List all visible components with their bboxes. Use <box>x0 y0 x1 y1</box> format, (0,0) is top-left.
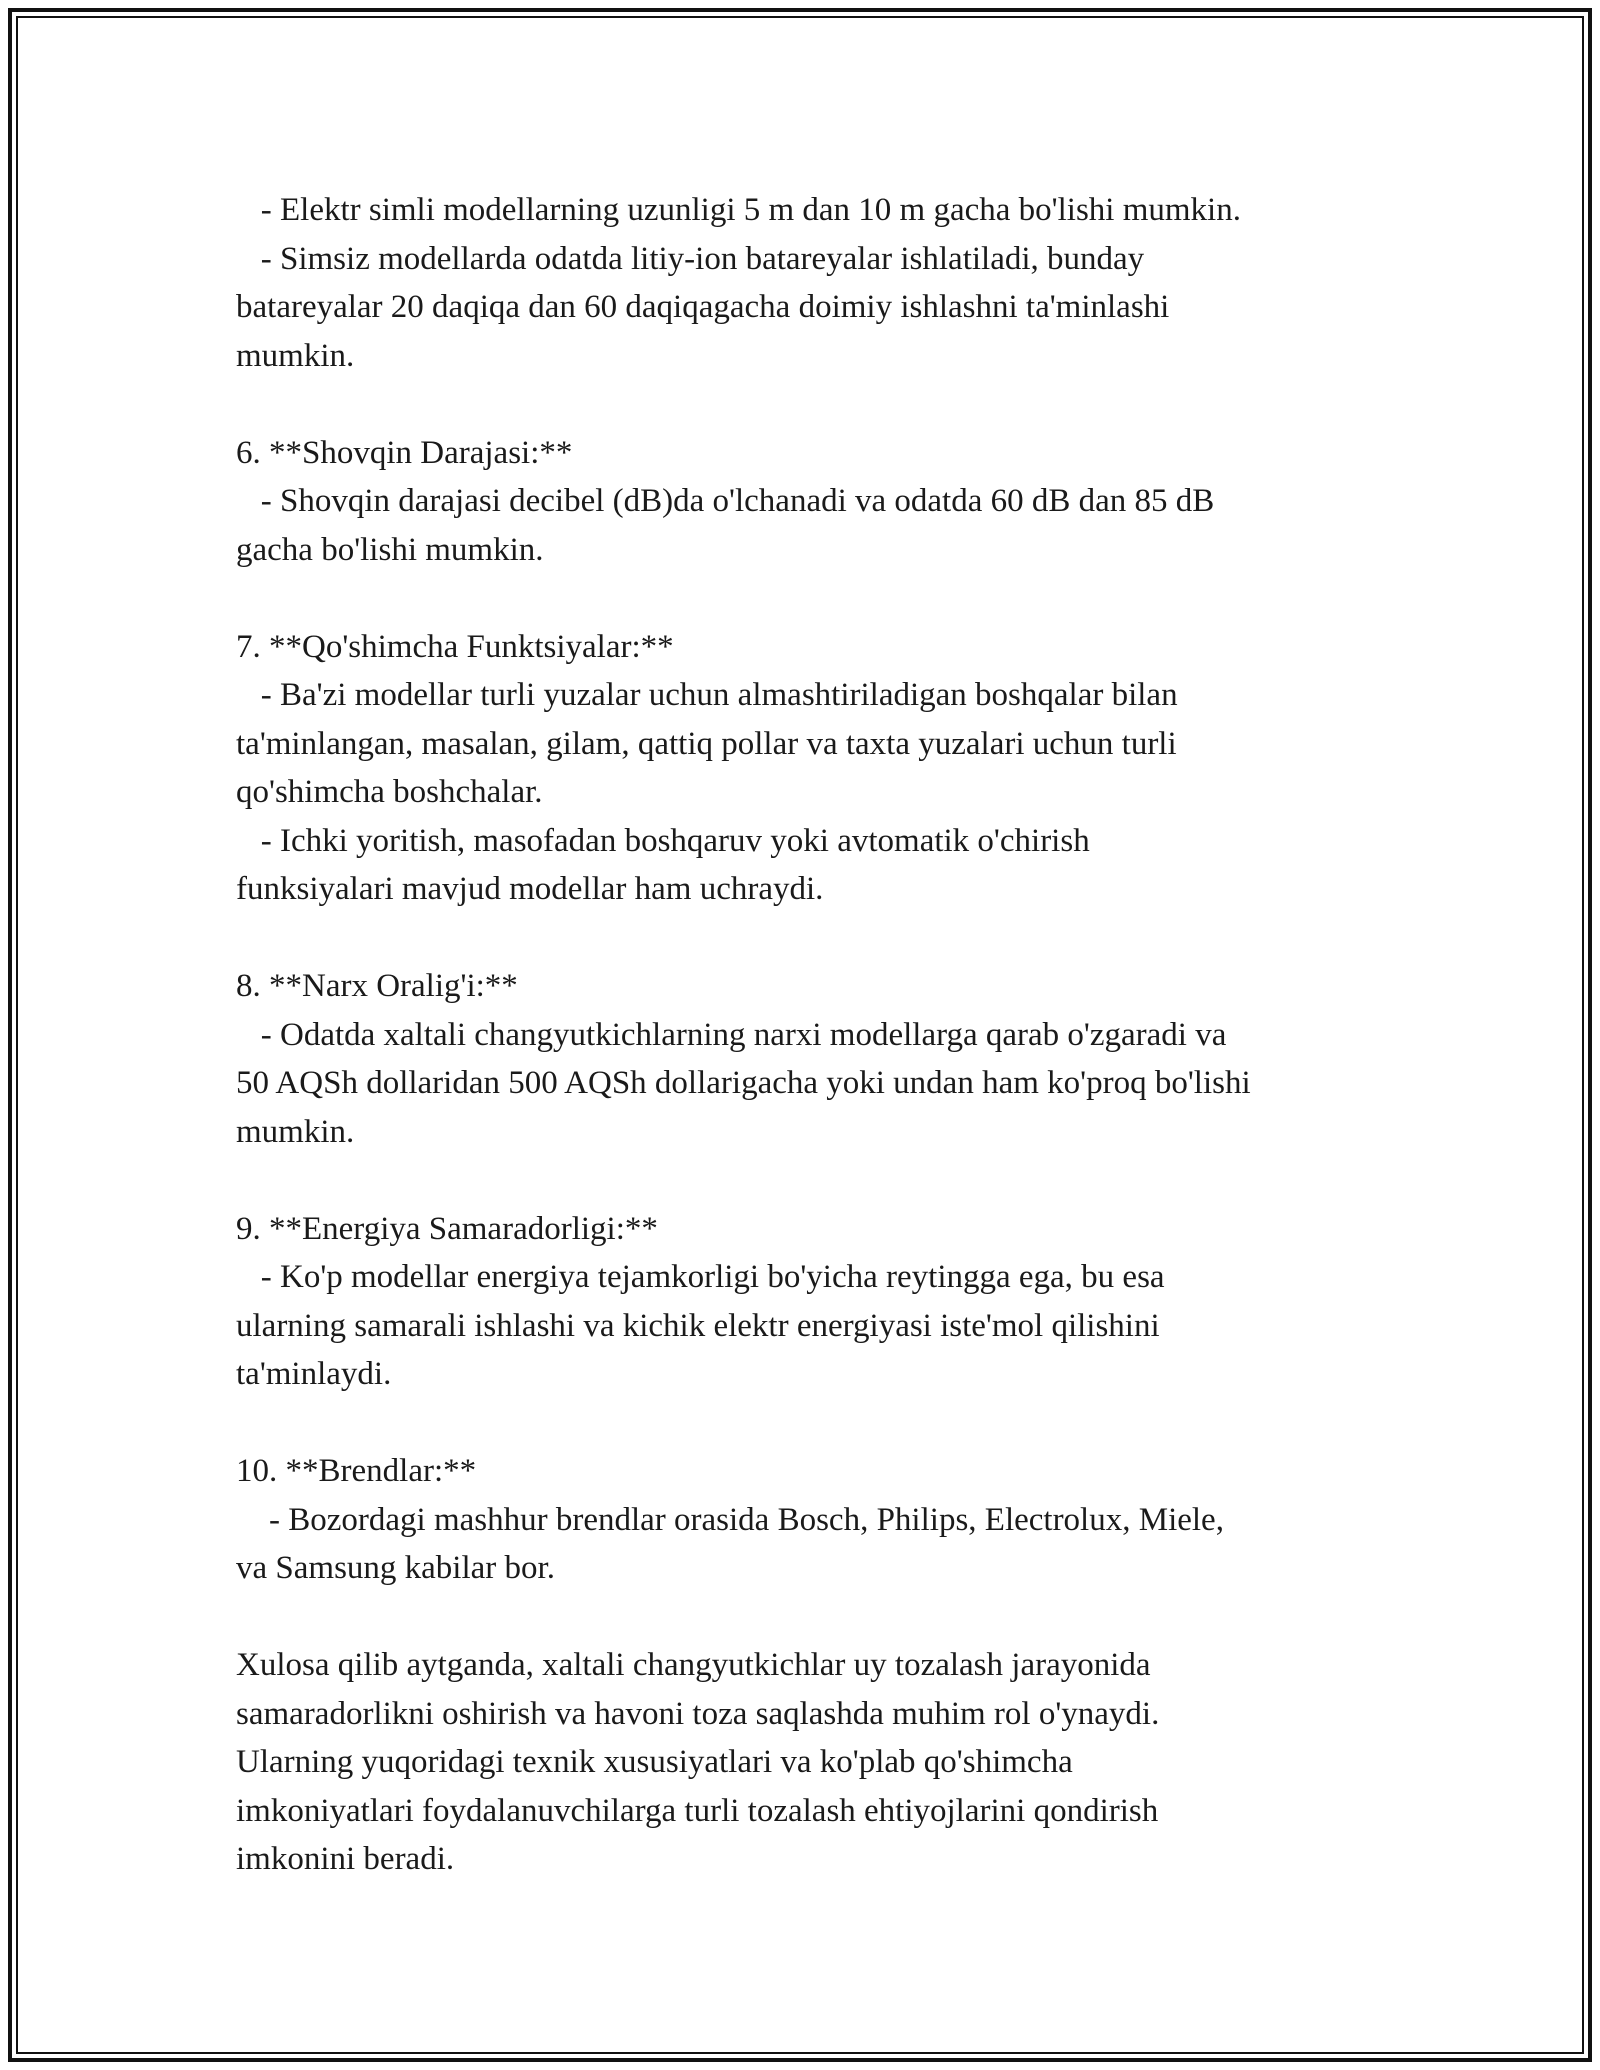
bullet-line: - Ko'p modellar energiya tejamkorligi bo'yicha reytingga ega, bu esa <box>236 1259 1165 1295</box>
bullet-line: gacha bo'lishi mumkin. <box>236 531 544 568</box>
conclusion-line: samaradorlikni oshirish va havoni toza saqlashda muhim rol o'ynaydi. <box>236 1695 1160 1732</box>
section-heading-price-range: 8. **Narx Oralig'i:** <box>236 968 518 1004</box>
bullet-line: - Ba'zi modellar turli yuzalar uchun almashtiriladigan boshqalar bilan <box>236 677 1178 713</box>
document-body <box>236 186 1386 1884</box>
conclusion-line: Ularning yuqoridagi texnik xususiyatlari va ko'plab qo'shimcha <box>236 1744 1073 1780</box>
section-heading-additional-functions: 7. **Qo'shimcha Funktsiyalar:** <box>236 628 674 665</box>
bullet-line: - Odatda xaltali changyutkichlarning narxi modellarga qarab o'zgaradi va <box>236 1016 1227 1053</box>
paragraph-gap <box>236 1156 1386 1205</box>
conclusion-line: imkonini beradi. <box>236 1841 455 1877</box>
conclusion-line: imkoniyatlari foydalanuvchilarga turli tozalash ehtiyojlarini qondirish <box>236 1792 1159 1829</box>
bullet-line: batareyalar 20 daqiqa dan 60 daqiqagacha doimiy ishlashni ta'minlashi <box>236 289 1170 325</box>
bullet-line: - Elektr simli modellarning uzunligi 5 m dan 10 m gacha bo'lishi mumkin. <box>236 192 1241 228</box>
bullet-line: ta'minlaydi. <box>236 1356 392 1392</box>
section-heading-energy-efficiency: 9. **Energiya Samaradorligi:** <box>236 1210 658 1247</box>
bullet-line: mumkin. <box>236 337 355 374</box>
section-heading-brands: 10. **Brendlar:** <box>236 1453 477 1489</box>
section-heading-noise-level: 6. **Shovqin Darajasi:** <box>236 434 573 471</box>
bullet-line: funksiyalari mavjud modellar ham uchraydi. <box>236 871 824 907</box>
conclusion-line: Xulosa qilib aytganda, xaltali changyutkichlar uy tozalash jarayonida <box>236 1647 1151 1683</box>
paragraph-gap <box>236 914 1386 963</box>
paragraph-gap <box>236 380 1386 429</box>
bullet-line: - Bozordagi mashhur brendlar orasida Bosch, Philips, Electrolux, Miele, <box>236 1501 1224 1538</box>
paragraph-gap <box>236 574 1386 623</box>
bullet-line: ta'minlangan, masalan, gilam, qattiq pollar va taxta yuzalari uchun turli <box>236 725 1177 762</box>
paragraph-gap <box>236 1399 1386 1448</box>
bullet-line: - Shovqin darajasi decibel (dB)da o'lchanadi va odatda 60 dB dan 85 dB <box>236 483 1215 519</box>
bullet-line: qo'shimcha boshchalar. <box>236 774 543 810</box>
bullet-line: - Simsiz modellarda odatda litiy-ion batareyalar ishlatiladi, bunday <box>236 240 1145 277</box>
bullet-line: va Samsung kabilar bor. <box>236 1550 555 1586</box>
bullet-line: ularning samarali ishlashi va kichik elektr energiyasi iste'mol qilishini <box>236 1307 1160 1344</box>
bullet-line: 50 AQSh dollaridan 500 AQSh dollarigacha yoki undan ham ko'proq bo'lishi <box>236 1065 1251 1101</box>
bullet-line: mumkin. <box>236 1113 355 1150</box>
paragraph-gap <box>236 1593 1386 1642</box>
bullet-line: - Ichki yoritish, masofadan boshqaruv yoki avtomatik o'chirish <box>236 822 1090 859</box>
